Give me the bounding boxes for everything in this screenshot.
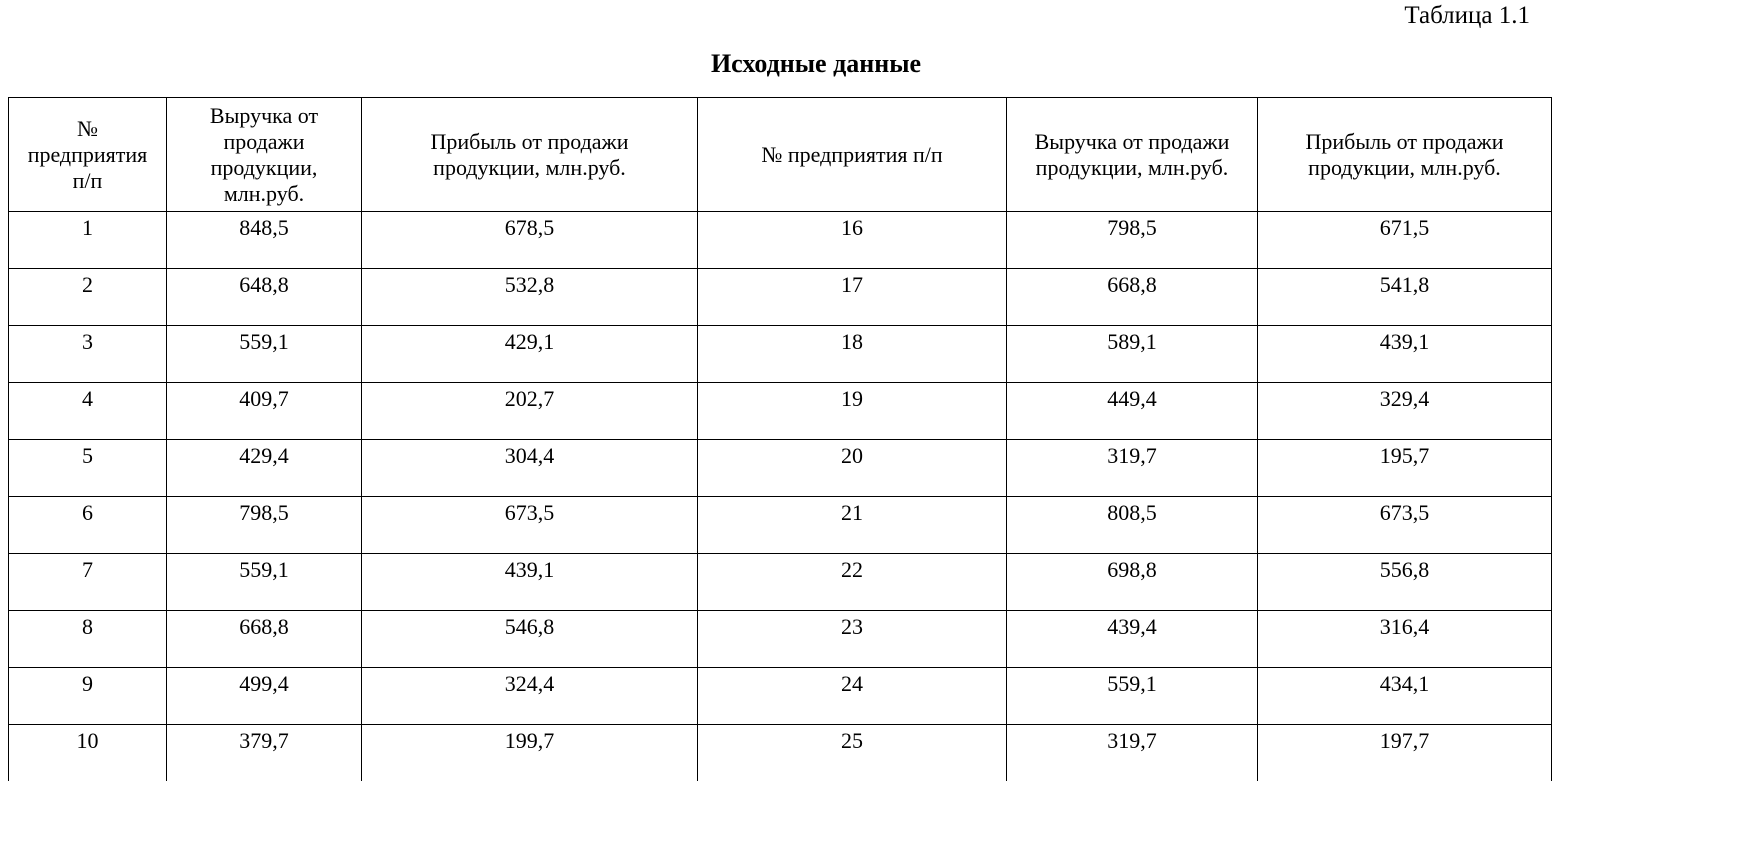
cell-profit: 673,5: [362, 497, 698, 554]
cell-profit: 546,8: [362, 611, 698, 668]
cell-revenue: 429,4: [167, 440, 362, 497]
cell-profit: 304,4: [362, 440, 698, 497]
data-table: [8, 97, 1552, 781]
cell-profit: 678,5: [362, 212, 698, 269]
cell-profit: 202,7: [362, 383, 698, 440]
cell-revenue: 449,4: [1007, 383, 1258, 440]
table-row: [9, 497, 1552, 554]
cell-revenue: 439,4: [1007, 611, 1258, 668]
cell-profit: 324,4: [362, 668, 698, 725]
cell-enterprise-number: 20: [698, 440, 1007, 497]
table-row: [9, 668, 1552, 725]
cell-revenue: 648,8: [167, 269, 362, 326]
table-row: [9, 611, 1552, 668]
cell-enterprise-number: 21: [698, 497, 1007, 554]
cell-enterprise-number: 6: [9, 497, 167, 554]
cell-enterprise-number: 7: [9, 554, 167, 611]
cell-enterprise-number: 23: [698, 611, 1007, 668]
cell-revenue: 589,1: [1007, 326, 1258, 383]
cell-enterprise-number: 4: [9, 383, 167, 440]
cell-revenue: 668,8: [1007, 269, 1258, 326]
cell-enterprise-number: 3: [9, 326, 167, 383]
cell-profit: 439,1: [362, 554, 698, 611]
cell-revenue: 499,4: [167, 668, 362, 725]
cell-revenue: 319,7: [1007, 440, 1258, 497]
cell-profit: 556,8: [1258, 554, 1552, 611]
cell-enterprise-number: 5: [9, 440, 167, 497]
cell-enterprise-number: 22: [698, 554, 1007, 611]
cell-profit: 329,4: [1258, 383, 1552, 440]
cell-profit: 199,7: [362, 725, 698, 782]
cell-enterprise-number: 9: [9, 668, 167, 725]
table-row: [9, 725, 1552, 782]
cell-profit: 439,1: [1258, 326, 1552, 383]
cell-profit: 541,8: [1258, 269, 1552, 326]
cell-profit: 671,5: [1258, 212, 1552, 269]
cell-revenue: 559,1: [167, 326, 362, 383]
cell-revenue: 698,8: [1007, 554, 1258, 611]
cell-revenue: 409,7: [167, 383, 362, 440]
table-header-row: [9, 98, 1552, 212]
header-profit: Прибыль от продажи продукции, млн.руб.: [1258, 98, 1552, 212]
header-enterprise-number: № предприятия п/п: [9, 98, 167, 212]
cell-profit: 316,4: [1258, 611, 1552, 668]
cell-revenue: 379,7: [167, 725, 362, 782]
table-row: [9, 554, 1552, 611]
cell-profit: 532,8: [362, 269, 698, 326]
table-row: [9, 326, 1552, 383]
cell-profit: 673,5: [1258, 497, 1552, 554]
cell-enterprise-number: 8: [9, 611, 167, 668]
cell-enterprise-number: 1: [9, 212, 167, 269]
cell-profit: 434,1: [1258, 668, 1552, 725]
cell-revenue: 559,1: [167, 554, 362, 611]
table-number-label: Таблица 1.1: [1404, 2, 1530, 29]
cell-enterprise-number: 16: [698, 212, 1007, 269]
header-profit: Прибыль от продажи продукции, млн.руб.: [362, 98, 698, 212]
cell-profit: 197,7: [1258, 725, 1552, 782]
table-title: Исходные данные: [710, 49, 922, 78]
header-revenue: Выручка от продажи продукции, млн.руб.: [167, 98, 362, 212]
cell-enterprise-number: 19: [698, 383, 1007, 440]
table-row: [9, 269, 1552, 326]
header-revenue: Выручка от продажи продукции, млн.руб.: [1007, 98, 1258, 212]
table-row: [9, 212, 1552, 269]
table-body: [9, 212, 1552, 782]
header-enterprise-number: № предприятия п/п: [698, 98, 1007, 212]
table-row: [9, 440, 1552, 497]
cell-enterprise-number: 2: [9, 269, 167, 326]
cell-revenue: 848,5: [167, 212, 362, 269]
cell-revenue: 668,8: [167, 611, 362, 668]
cell-enterprise-number: 10: [9, 725, 167, 782]
cell-enterprise-number: 24: [698, 668, 1007, 725]
cell-revenue: 808,5: [1007, 497, 1258, 554]
cell-profit: 195,7: [1258, 440, 1552, 497]
table-row: [9, 383, 1552, 440]
cell-revenue: 798,5: [1007, 212, 1258, 269]
cell-enterprise-number: 17: [698, 269, 1007, 326]
cell-revenue: 559,1: [1007, 668, 1258, 725]
cell-enterprise-number: 25: [698, 725, 1007, 782]
cell-revenue: 319,7: [1007, 725, 1258, 782]
cell-profit: 429,1: [362, 326, 698, 383]
cell-revenue: 798,5: [167, 497, 362, 554]
cell-enterprise-number: 18: [698, 326, 1007, 383]
